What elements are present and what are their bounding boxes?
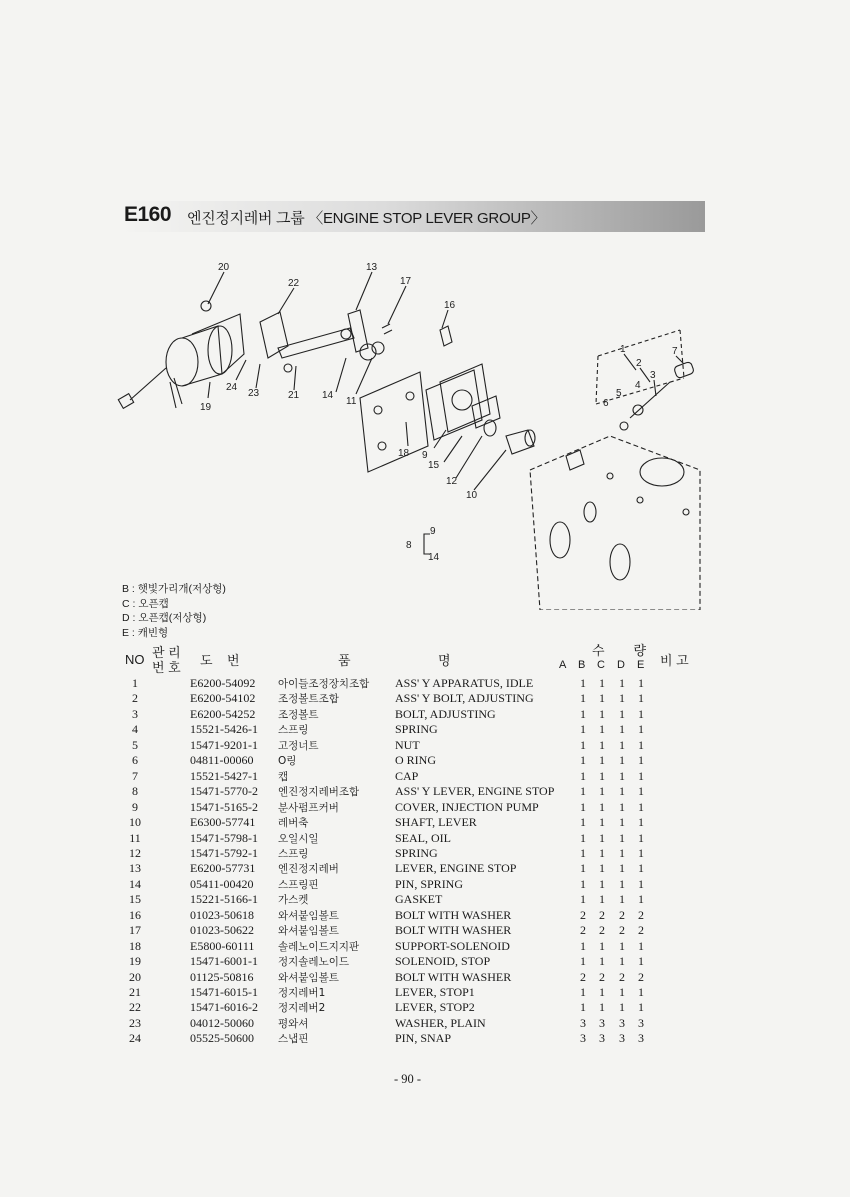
qty-b: 1 — [580, 954, 586, 969]
callout-11: 11 — [346, 396, 357, 407]
callout-9: 9 — [422, 450, 428, 461]
qty-b: 1 — [580, 706, 586, 721]
qty-e: 1 — [638, 737, 644, 752]
part-number: 15221-5166-1 — [190, 892, 258, 907]
part-number: 15471-5770-2 — [190, 784, 258, 799]
part-number: 04811-00060 — [190, 753, 254, 768]
part-name-korean: 레버축 — [278, 817, 309, 830]
qty-b: 1 — [580, 892, 586, 907]
qty-c: 1 — [599, 784, 605, 799]
callout-14: 14 — [322, 390, 334, 401]
qty-d: 1 — [619, 830, 625, 845]
part-name-english: BOLT, ADJUSTING — [395, 706, 496, 721]
qty-c: 1 — [599, 892, 605, 907]
table-row — [0, 1031, 850, 1046]
part-name-korean: 정지레버2 — [278, 1002, 326, 1015]
qty-c: 1 — [599, 954, 605, 969]
part-number: 15471-5798-1 — [190, 830, 258, 845]
part-number: 15521-5426-1 — [190, 722, 258, 737]
part-name-english: PIN, SNAP — [395, 1031, 452, 1046]
part-number: 15471-6015-1 — [190, 985, 258, 999]
qty-e: 1 — [638, 691, 644, 706]
header-qty-d: D — [617, 659, 625, 671]
part-number: E6200-57731 — [190, 861, 256, 876]
part-name-korean: 고정너트 — [278, 739, 319, 752]
row-no: 20 — [129, 969, 141, 984]
header-mgmt-top: 관 리 — [152, 645, 181, 660]
qty-e: 1 — [638, 784, 644, 799]
part-name-english: WASHER, PLAIN — [395, 1015, 486, 1030]
part-name-english: ASS' Y BOLT, ADJUSTING — [395, 691, 534, 706]
part-number: E6200-54092 — [190, 676, 256, 690]
qty-c: 1 — [599, 753, 605, 768]
header-mgmt-bottom: 번 호 — [152, 660, 181, 675]
qty-c: 3 — [599, 1015, 605, 1030]
callout-3: 3 — [650, 370, 656, 381]
part-name-english: SPRING — [395, 722, 438, 737]
qty-b: 2 — [580, 923, 586, 938]
row-no: 11 — [129, 830, 141, 845]
part-name-english: SUPPORT-SOLENOID — [395, 938, 510, 953]
qty-c: 3 — [599, 1031, 605, 1046]
part-name-english: SEAL, OIL — [395, 830, 451, 845]
table-row — [0, 861, 850, 876]
legend-item: C : 오픈캡 — [122, 597, 169, 610]
qty-e: 1 — [638, 938, 644, 953]
part-name-korean: 스냅핀 — [278, 1033, 309, 1046]
qty-b: 1 — [580, 815, 586, 830]
qty-c: 1 — [599, 799, 605, 814]
header-remarks: 비 고 — [660, 653, 689, 668]
part-number: 15471-6016-2 — [190, 1000, 258, 1015]
callout-2: 2 — [636, 358, 642, 369]
qty-e: 2 — [638, 907, 644, 922]
callout-13: 13 — [366, 262, 378, 273]
row-no: 5 — [132, 737, 138, 752]
part-name-korean: 조정볼트조합 — [278, 693, 339, 706]
qty-b: 1 — [580, 830, 586, 845]
qty-d: 1 — [619, 954, 625, 969]
qty-d: 1 — [619, 722, 625, 737]
qty-d: 1 — [619, 676, 625, 690]
part-name-english: ASS' Y APPARATUS, IDLE — [395, 676, 534, 690]
part-name-korean: 스프링 — [278, 724, 309, 737]
qty-b: 1 — [580, 768, 586, 783]
table-row — [0, 676, 850, 691]
qty-c: 1 — [599, 737, 605, 752]
table-row — [0, 970, 850, 985]
part-name-korean: 평와셔 — [278, 1017, 309, 1030]
qty-b: 3 — [580, 1031, 586, 1046]
qty-d: 1 — [619, 815, 625, 830]
row-no: 9 — [132, 799, 138, 814]
table-row — [0, 892, 850, 907]
qty-b: 1 — [580, 737, 586, 752]
table-row — [0, 722, 850, 737]
callout-5: 5 — [616, 388, 622, 399]
table-row — [0, 908, 850, 923]
qty-e: 1 — [638, 753, 644, 768]
callout-1: 1 — [620, 344, 626, 355]
qty-e: 1 — [638, 706, 644, 721]
callout-4: 4 — [635, 380, 641, 391]
part-number: 01023-50622 — [190, 923, 254, 938]
qty-c: 1 — [599, 938, 605, 953]
qty-d: 1 — [619, 706, 625, 721]
part-name-english: LEVER, ENGINE STOP — [395, 861, 517, 876]
qty-b: 1 — [580, 861, 586, 876]
qty-d: 1 — [619, 861, 625, 876]
part-name-korean: 정지솔레노이드 — [278, 956, 350, 969]
legend-item: B : 햇빛가리개(저상형) — [122, 583, 226, 595]
callout-12: 12 — [446, 476, 458, 487]
qty-e: 1 — [638, 1000, 644, 1015]
qty-b: 1 — [580, 799, 586, 814]
qty-c: 2 — [599, 907, 605, 922]
part-name-korean: 와셔붙임볼트 — [278, 971, 339, 984]
qty-b: 1 — [580, 722, 586, 737]
qty-d: 2 — [619, 923, 625, 938]
table-row — [0, 846, 850, 861]
row-no: 8 — [132, 784, 138, 799]
part-name-english: ASS' Y LEVER, ENGINE STOP — [395, 784, 555, 799]
part-name-korean: 정지레버1 — [278, 987, 326, 999]
callout-17: 17 — [400, 276, 412, 287]
row-no: 17 — [129, 923, 141, 938]
part-name-korean: 스프링 — [278, 847, 309, 860]
callout-19: 19 — [200, 402, 212, 413]
table-row — [0, 800, 850, 815]
qty-b: 1 — [580, 985, 586, 999]
part-number: 05525-50600 — [190, 1031, 254, 1046]
qty-b: 1 — [580, 876, 586, 891]
qty-d: 1 — [619, 876, 625, 891]
qty-e: 2 — [638, 923, 644, 938]
qty-d: 3 — [619, 1015, 625, 1030]
part-name-korean: 오일시일 — [278, 832, 319, 845]
table-row — [0, 831, 850, 846]
qty-d: 1 — [619, 938, 625, 953]
part-number: E6300-57741 — [190, 815, 256, 830]
part-name-english: CAP — [395, 768, 419, 783]
qty-d: 1 — [619, 753, 625, 768]
qty-d: 1 — [619, 845, 625, 860]
qty-b: 2 — [580, 969, 586, 984]
qty-b: 1 — [580, 1000, 586, 1015]
row-no: 4 — [132, 722, 138, 737]
callout-16: 16 — [444, 300, 456, 311]
page-number: - 90 - — [394, 1072, 422, 1086]
callout-7: 7 — [672, 346, 678, 357]
part-name-english: BOLT WITH WASHER — [395, 923, 512, 938]
part-name-korean: O링 — [278, 755, 297, 768]
model-legend — [122, 582, 226, 640]
callout-21: 21 — [288, 390, 300, 401]
part-name-english: BOLT WITH WASHER — [395, 907, 512, 922]
qty-c: 1 — [599, 691, 605, 706]
part-name-english: COVER, INJECTION PUMP — [395, 799, 539, 814]
part-name-korean: 조정볼트 — [278, 708, 319, 721]
qty-e: 1 — [638, 815, 644, 830]
part-number: 01125-50816 — [190, 969, 254, 984]
qty-e: 1 — [638, 892, 644, 907]
part-number: E6200-54252 — [190, 706, 256, 721]
part-name-korean: 분사펌프커버 — [278, 801, 339, 814]
qty-c: 1 — [599, 1000, 605, 1015]
qty-d: 1 — [619, 737, 625, 752]
table-row — [0, 1000, 850, 1015]
header-name-left: 품 — [338, 653, 351, 668]
qty-e: 1 — [638, 954, 644, 969]
table-row — [0, 707, 850, 722]
part-name-english: BOLT WITH WASHER — [395, 969, 512, 984]
qty-c: 2 — [599, 923, 605, 938]
part-name-korean: 캡 — [278, 770, 289, 783]
table-row — [0, 738, 850, 753]
header-qty-b: B — [578, 659, 586, 671]
qty-d: 1 — [619, 799, 625, 814]
part-name-english: LEVER, STOP2 — [395, 1000, 475, 1015]
qty-e: 1 — [638, 768, 644, 783]
row-no: 24 — [129, 1031, 141, 1046]
qty-b: 3 — [580, 1015, 586, 1030]
qty-d: 1 — [619, 892, 625, 907]
part-number: 05411-00420 — [190, 876, 254, 891]
row-no: 10 — [129, 815, 141, 830]
qty-d: 3 — [619, 1031, 625, 1046]
part-number: 01023-50618 — [190, 907, 254, 922]
qty-c: 1 — [599, 861, 605, 876]
row-no: 19 — [129, 954, 141, 969]
part-name-korean: 가스켓 — [278, 894, 309, 907]
callout-6: 6 — [603, 398, 609, 409]
callout-20: 20 — [218, 262, 230, 273]
row-no: 22 — [129, 1000, 141, 1015]
row-no: 15 — [129, 892, 141, 907]
callout-14b: 14 — [428, 552, 440, 563]
table-row — [0, 784, 850, 799]
qty-d: 1 — [619, 784, 625, 799]
qty-e: 1 — [638, 830, 644, 845]
qty-b: 1 — [580, 784, 586, 799]
qty-b: 1 — [580, 676, 586, 690]
qty-d: 2 — [619, 907, 625, 922]
qty-b: 2 — [580, 907, 586, 922]
header-qty-a: A — [559, 659, 567, 671]
row-no: 7 — [132, 768, 138, 783]
header-drawing-no: 도 번 — [200, 653, 240, 668]
qty-c: 1 — [599, 876, 605, 891]
table-row — [0, 769, 850, 784]
qty-e: 1 — [638, 861, 644, 876]
qty-b: 1 — [580, 691, 586, 706]
table-row — [0, 753, 850, 768]
row-no: 16 — [129, 907, 141, 922]
qty-b: 1 — [580, 753, 586, 768]
qty-e: 1 — [638, 676, 644, 690]
header-no: NO — [125, 652, 145, 667]
row-no: 3 — [132, 706, 138, 721]
qty-c: 1 — [599, 830, 605, 845]
row-no: 18 — [129, 938, 141, 953]
header-name-right: 명 — [438, 653, 451, 668]
callout-9b: 9 — [430, 526, 436, 537]
part-number: 15471-9201-1 — [190, 737, 258, 752]
table-row — [0, 939, 850, 954]
part-name-korean: 와셔붙임볼트 — [278, 925, 339, 938]
part-name-korean: 와셔붙임볼트 — [278, 909, 339, 922]
table-row — [0, 691, 850, 706]
table-row — [0, 1016, 850, 1031]
row-no: 23 — [129, 1015, 141, 1030]
part-number: 15471-6001-1 — [190, 954, 258, 969]
qty-c: 1 — [599, 815, 605, 830]
qty-e: 1 — [638, 799, 644, 814]
qty-c: 1 — [599, 676, 605, 690]
callout-8: 8 — [406, 540, 412, 551]
table-row — [0, 923, 850, 938]
part-number: E6200-54102 — [190, 691, 256, 706]
part-name-english: LEVER, STOP1 — [395, 985, 475, 999]
diagram-callouts — [200, 262, 678, 563]
qty-b: 1 — [580, 845, 586, 860]
part-name-english: SPRING — [395, 845, 438, 860]
qty-b: 1 — [580, 938, 586, 953]
qty-e: 1 — [638, 985, 644, 999]
row-no: 21 — [129, 985, 141, 999]
callout-15: 15 — [428, 460, 440, 471]
legend-item: E : 캐빈형 — [122, 626, 169, 639]
part-name-english: O RING — [395, 753, 436, 768]
header-qty-e: E — [637, 659, 645, 671]
row-no: 14 — [129, 876, 141, 891]
row-no: 1 — [132, 676, 138, 690]
qty-d: 1 — [619, 1000, 625, 1015]
callout-22: 22 — [288, 278, 300, 289]
part-name-english: GASKET — [395, 892, 443, 907]
table-row — [0, 954, 850, 969]
part-name-english: PIN, SPRING — [395, 876, 464, 891]
part-name-english: SOLENOID, STOP — [395, 954, 491, 969]
qty-d: 2 — [619, 969, 625, 984]
part-number: 15471-5792-1 — [190, 845, 258, 860]
part-number: 04012-50060 — [190, 1015, 254, 1030]
qty-e: 3 — [638, 1015, 644, 1030]
header-quantity: 수 량 — [592, 643, 647, 658]
part-name-english: NUT — [395, 737, 420, 752]
callout-24: 24 — [226, 382, 238, 393]
qty-c: 1 — [599, 845, 605, 860]
part-name-korean: 스프링핀 — [278, 878, 319, 891]
qty-d: 1 — [619, 985, 625, 999]
qty-e: 2 — [638, 969, 644, 984]
part-number: E5800-60111 — [190, 938, 255, 953]
row-no: 6 — [132, 753, 138, 768]
row-no: 2 — [132, 691, 138, 706]
part-name-english: SHAFT, LEVER — [395, 815, 477, 830]
table-row — [0, 815, 850, 830]
row-no: 13 — [129, 861, 141, 876]
table-row — [0, 985, 850, 1000]
diagram-drawing — [118, 272, 700, 610]
section-code: E160 — [124, 203, 172, 226]
qty-d: 1 — [619, 768, 625, 783]
callout-10: 10 — [466, 490, 478, 501]
qty-e: 1 — [638, 845, 644, 860]
part-name-korean: 엔진정지레버조합 — [278, 786, 360, 799]
qty-c: 2 — [599, 969, 605, 984]
qty-c: 1 — [599, 768, 605, 783]
qty-d: 1 — [619, 691, 625, 706]
table-row — [0, 877, 850, 892]
callout-23: 23 — [248, 388, 260, 399]
exploded-parts-diagram — [110, 250, 710, 610]
header-qty-c: C — [597, 659, 605, 671]
part-name-korean: 엔진정지레버 — [278, 863, 339, 876]
qty-c: 1 — [599, 985, 605, 999]
part-number: 15471-5165-2 — [190, 799, 258, 814]
qty-e: 1 — [638, 876, 644, 891]
legend-item: D : 오픈캡(저상형) — [122, 612, 207, 624]
part-name-korean: 아이들조정장치조합 — [278, 678, 370, 690]
qty-e: 1 — [638, 722, 644, 737]
section-title: 엔진정지레버 그룹 〈ENGINE STOP LEVER GROUP〉 — [187, 210, 546, 227]
part-name-korean: 솔레노이드지지판 — [278, 940, 360, 953]
qty-c: 1 — [599, 722, 605, 737]
qty-c: 1 — [599, 706, 605, 721]
callout-18: 18 — [398, 448, 410, 459]
part-number: 15521-5427-1 — [190, 768, 258, 783]
qty-e: 3 — [638, 1031, 644, 1046]
row-no: 12 — [129, 845, 141, 860]
